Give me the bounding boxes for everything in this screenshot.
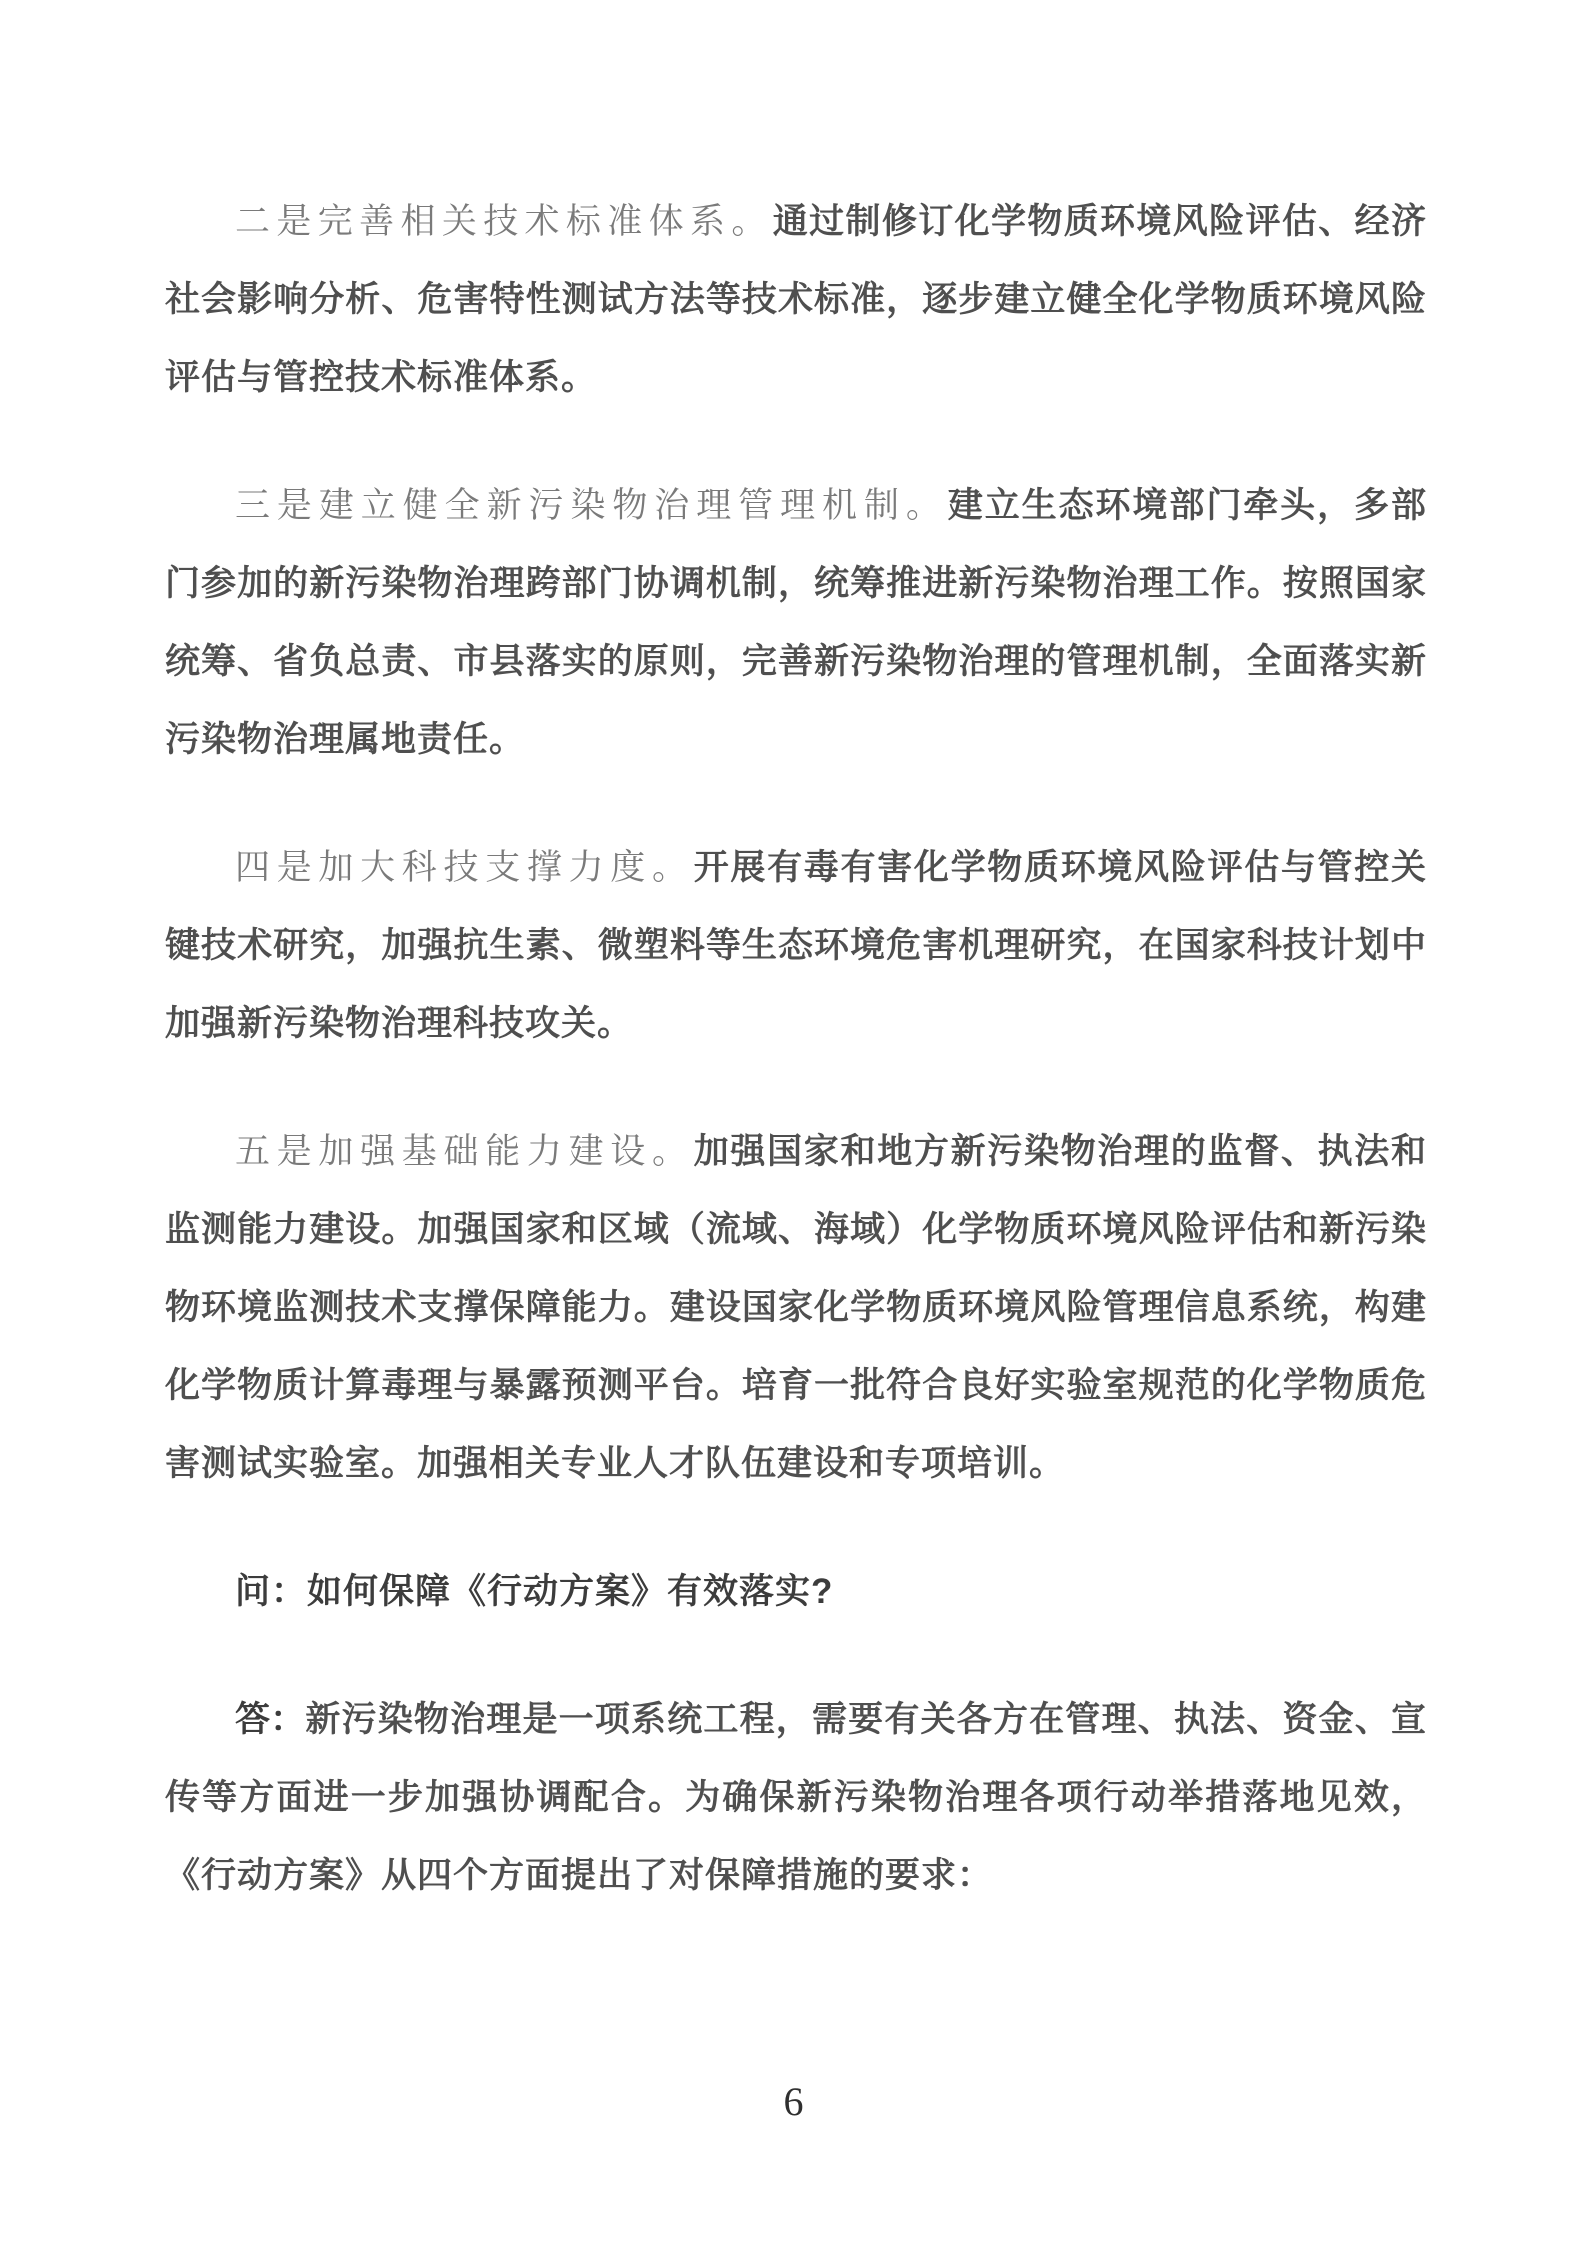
- paragraph-body: 加强国家和地方新污染物治理的监督、执法和监测能力建设。加强国家和区域（流域、海域）化学物质环境风险评估和新污染物环境监测技术支撑保障能力。建设国家化学物质环境风险管理信息系统，构建化学物质计算毒理与暴露预测平台。培育一批符合良好实验室规范的化学物质危害测试实验室。加强相关专业人才队伍建设和专项培训。: [165, 1132, 1427, 1483]
- paragraph-body: 建立生态环境部门牵头，多部门参加的新污染物治理跨部门协调机制，统筹推进新污染物治理工作。按照国家统筹、省负总责、市县落实的原则，完善新污染物治理的管理机制，全面落实新污染物治理属地责任。: [165, 486, 1427, 759]
- paragraph-body: 通过制修订化学物质环境风险评估、经济社会影响分析、危害特性测试方法等技术标准，逐步建立健全化学物质环境风险评估与管控技术标准体系。: [165, 202, 1427, 397]
- answer-label: 答：: [235, 1700, 306, 1739]
- paragraph-point-2: [165, 183, 1427, 417]
- page-number: 6: [783, 2079, 804, 2124]
- answer-paragraph: [165, 1681, 1427, 1915]
- answer-body: 新污染物治理是一项系统工程，需要有关各方在管理、执法、资金、宣传等方面进一步加强协调配合。为确保新污染物治理各项行动举措落地见效，《行动方案》从四个方面提出了对保障措施的要求：: [165, 1700, 1427, 1895]
- paragraph-lead: 三是建立健全新污染物治理管理机制。: [235, 486, 948, 525]
- question-heading: 问：如何保障《行动方案》有效落实?: [235, 1572, 834, 1611]
- paragraph-lead: 五是加强基础能力建设。: [235, 1132, 694, 1171]
- paragraph-point-5: [165, 1113, 1427, 1503]
- paragraph-body: 开展有毒有害化学物质环境风险评估与管控关键技术研究，加强抗生素、微塑料等生态环境危害机理研究，在国家科技计划中加强新污染物治理科技攻关。: [165, 848, 1427, 1043]
- paragraph-lead: 二是完善相关技术标准体系。: [235, 202, 773, 241]
- paragraph-point-3: [165, 467, 1427, 779]
- paragraph-lead: 四是加大科技支撑力度。: [235, 848, 694, 887]
- paragraph-point-4: [165, 829, 1427, 1063]
